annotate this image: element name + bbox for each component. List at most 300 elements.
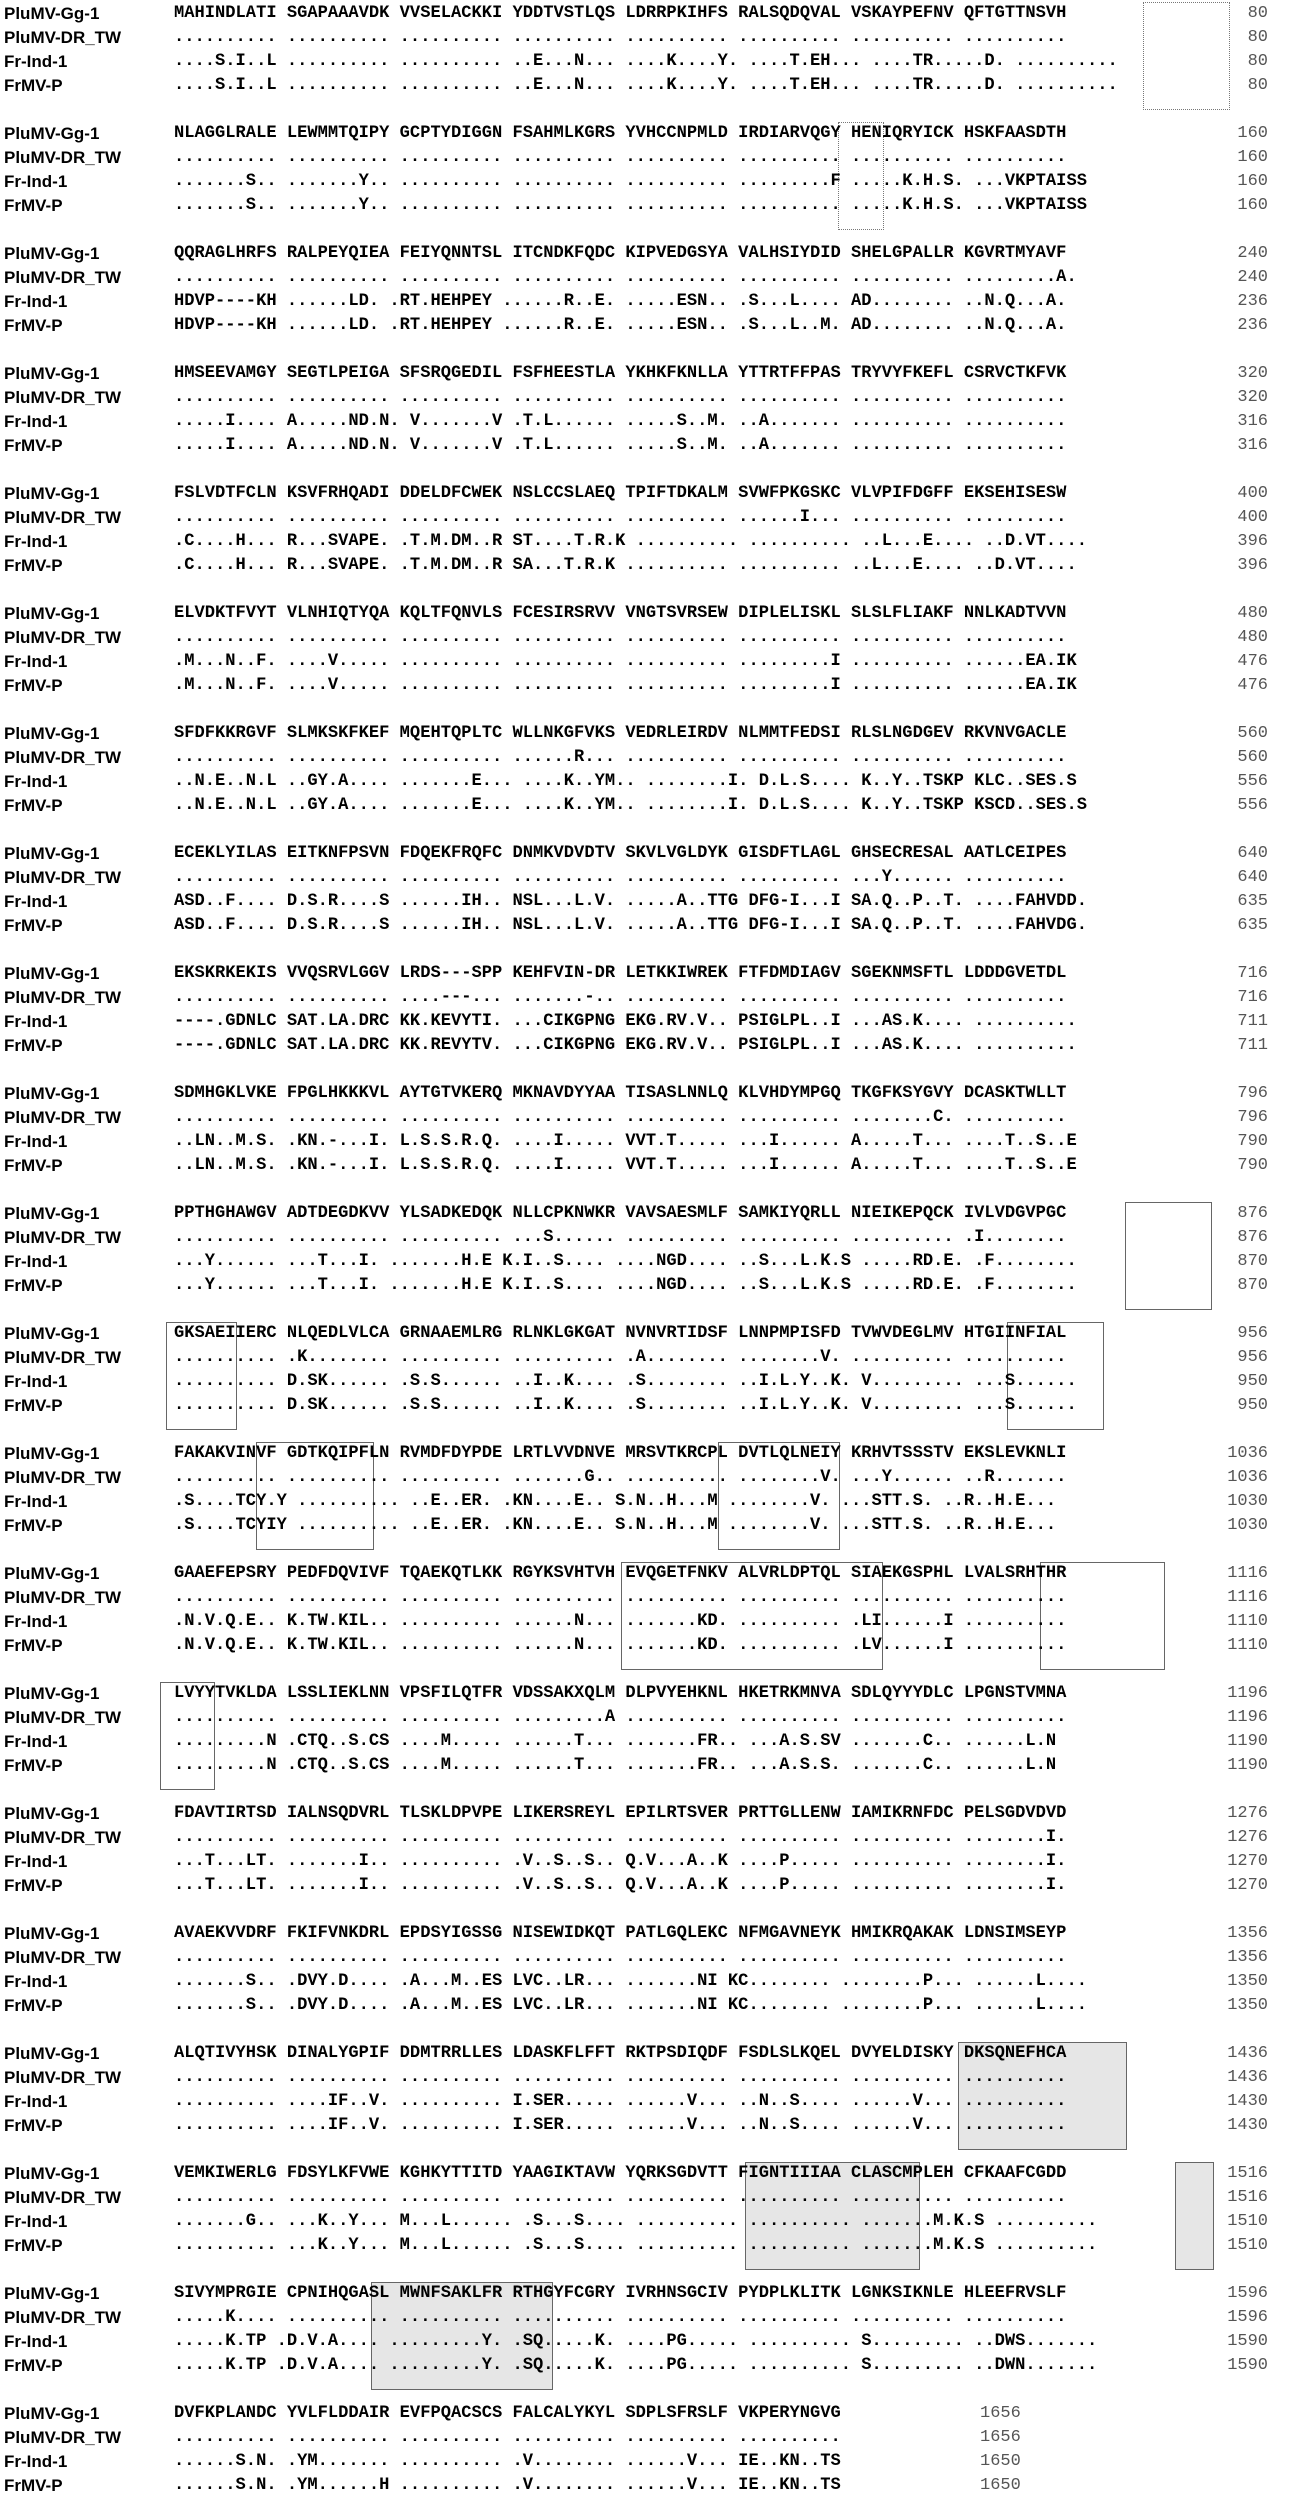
alignment-row [0,866,1294,890]
alignment-row [0,2450,1294,2474]
sequence-name: Fr-Ind-1 [4,2212,68,2231]
alignment-row [0,2162,1294,2186]
alignment-row [0,2402,1294,2426]
sequence-name: PluMV-Gg-1 [4,2164,100,2183]
sequence-residues: ...T...LT. .......I.. .......... .V..S..S.. Q.V...A..K ....P..... .......... ........I. [174,1852,1067,1871]
sequence-name: FrMV-P [4,76,63,95]
sequence-name: Fr-Ind-1 [4,772,68,791]
alignment-row [0,2282,1294,2306]
residue-position: 1656 [980,2404,1021,2423]
sequence-residues: .......... .......... .......... .......... .......... .......... .......... .......... [174,2068,1067,2087]
sequence-name: FrMV-P [4,316,63,335]
residue-position: 796 [1237,1084,1268,1103]
sequence-residues: .......S.. .DVY.D.... .A...M..ES LVC..LR... .......NI KC........ ........P... ......L.... [174,1996,1087,2015]
alignment-row [0,626,1294,650]
sequence-name: FrMV-P [4,1396,63,1415]
alignment-row [0,2234,1294,2258]
alignment-row [0,122,1294,146]
residue-position: 1430 [1227,2116,1268,2135]
sequence-name: PluMV-DR_TW [4,1108,122,1127]
alignment-row [0,530,1294,554]
alignment-row [0,506,1294,530]
sequence-name: Fr-Ind-1 [4,652,68,671]
sequence-residues: .......... .......... .......... .........A .......... .......... .......... .......... [174,1708,1067,1727]
sequence-residues: HMSEEVAMGY SEGTLPEIGA SFSRQGEDIL FSFHEESTLA YKHKFKNLLA YTTRTFFPAS TRYVYFKEFL CSRVCTKFVK [174,364,1067,383]
alignment-row [0,482,1294,506]
sequence-residues: .......... .......... .......... .......... .......... .......... .......... .......... [174,628,1067,647]
sequence-residues: ASD..F.... D.S.R....S ......IH.. NSL...L.V. .....A..TTG DFG-I...I SA.Q..P..T. ....FAHVDG. [174,916,1087,935]
residue-position: 635 [1237,892,1268,911]
residue-position: 1356 [1227,1948,1268,1967]
alignment-row [0,1922,1294,1946]
sequence-name: PluMV-Gg-1 [4,1444,100,1463]
residue-position: 876 [1237,1204,1268,1223]
sequence-residues: ......S.N. .YM......H .......... .V........ ......V... IE..KN..TS [174,2476,841,2495]
residue-position: 1590 [1227,2356,1268,2375]
sequence-residues: .........N .CTQ..S.CS ....M..... ......T... .......FR.. ...A.S.SV .......C.. ......L.N [174,1732,1057,1751]
residue-position: 1510 [1227,2212,1268,2231]
alignment-row [0,2,1294,26]
sequence-name: Fr-Ind-1 [4,172,68,191]
sequence-residues: .......S.. .......Y.. .......... .......... .......... .........F .....K.H.S. ...VKPTAISS [174,172,1087,191]
alignment-row [0,722,1294,746]
residue-position: 476 [1237,652,1268,671]
sequence-residues: HDVP----KH ......LD. .RT.HEHPEY ......R..E. .....ESN.. .S...L.... AD........ ..N.Q...A. [174,292,1067,311]
alignment-row [0,362,1294,386]
sequence-residues: .......... ....IF..V. .......... I.SER..... ......V... ..N..S.... ......V... .......... [174,2116,1067,2135]
sequence-residues: .....K.TP .D.V.A.... .........Y. .SQ.....K. ....PG..... .......... S......... ..DWS....... [174,2332,1098,2351]
residue-position: 640 [1237,868,1268,887]
residue-position: 1270 [1227,1852,1268,1871]
residue-position: 556 [1237,796,1268,815]
alignment-row [0,1226,1294,1250]
alignment-row [0,1826,1294,1850]
residue-position: 400 [1237,484,1268,503]
sequence-residues: .......... .......... .......... .......... .......... .......... .......... .........A. [174,268,1077,287]
sequence-residues: .M...N..F. ....V..... .......... .......... .......... .........I .......... ......EA.IK [174,676,1077,695]
sequence-residues: FAKAKVINVF GDTKQIPFLN RVMDFDYPDE LRTLVVDNVE MRSVTKRCPL DVTLQLNEIY KRHVTSSSTV EKSLEVKNLI [174,1444,1067,1463]
sequence-name: FrMV-P [4,2116,63,2135]
alignment-row [0,290,1294,314]
sequence-name: FrMV-P [4,916,63,935]
alignment-row [0,1586,1294,1610]
sequence-name: PluMV-Gg-1 [4,844,100,863]
alignment-row [0,1442,1294,1466]
sequence-residues: SFDFKKRGVF SLMKSKFKEF MQEHTQPLTC WLLNKGFVKS VEDRLEIRDV NLMMTFEDSI RLSLNGDGEV RKVNVGACLE [174,724,1067,743]
residue-position: 956 [1237,1348,1268,1367]
alignment-row [0,650,1294,674]
residue-position: 236 [1237,292,1268,311]
sequence-name: PluMV-DR_TW [4,1948,122,1967]
sequence-name: PluMV-Gg-1 [4,2404,100,2423]
residue-position: 716 [1237,964,1268,983]
sequence-name: Fr-Ind-1 [4,1132,68,1151]
sequence-name: Fr-Ind-1 [4,892,68,911]
sequence-name: Fr-Ind-1 [4,532,68,551]
sequence-name: PluMV-Gg-1 [4,244,100,263]
sequence-name: PluMV-DR_TW [4,2188,122,2207]
alignment-row [0,2114,1294,2138]
alignment-row [0,1082,1294,1106]
sequence-residues: .......... .......... .......... ......R... .......... .......... .......... .......... [174,748,1067,767]
sequence-name: FrMV-P [4,1876,63,1895]
sequence-residues: .......... D.SK...... .S.S...... ..I..K.... .S........ ..I.L.Y..K. V......... ...S...... [174,1372,1077,1391]
sequence-residues: .......... .......... .......... .......... .......... .......... .......... .......... [174,1588,1067,1607]
sequence-name: FrMV-P [4,796,63,815]
residue-position: 1276 [1227,1804,1268,1823]
sequence-residues: .......... .K........ .......... .......... .A........ ........V. .......... .......... [174,1348,1067,1367]
sequence-residues: ECEKLYILAS EITKNFPSVN FDQEKFRQFC DNMKVDVDTV SKVLVGLDYK GISDFTLAGL GHSECRESAL AATLCEIPES [174,844,1067,863]
sequence-residues: .C....H... R...SVAPE. .T.M.DM..R SA...T.R.K .......... .......... ..L...E.... ..D.VT.... [174,556,1077,575]
sequence-residues: ..LN..M.S. .KN.-...I. L.S.S.R.Q. ....I..... VVT.T..... ...I...... A.....T... ....T..S..E [174,1132,1077,1151]
residue-position: 1596 [1227,2308,1268,2327]
sequence-name: Fr-Ind-1 [4,2452,68,2471]
sequence-residues: AVAEKVVDRF FKIFVNKDRL EPDSYIGSSG NISEWIDKQT PATLGQLEKC NFMGAVNEYK HMIKRQAKAK LDNSIMSEYP [174,1924,1067,1943]
sequence-name: PluMV-Gg-1 [4,1684,100,1703]
residue-position: 1196 [1227,1684,1268,1703]
residue-position: 1436 [1227,2068,1268,2087]
sequence-residues: .N.V.Q.E.. K.TW.KIL.. .......... ......N... .......KD. .......... .LV......I .......... [174,1636,1067,1655]
sequence-name: FrMV-P [4,196,63,215]
residue-position: 711 [1237,1012,1268,1031]
sequence-residues: .......... .......... .......... .......... .......... .......... .......... .......... [174,2188,1067,2207]
sequence-name: PluMV-Gg-1 [4,2284,100,2303]
alignment-row [0,674,1294,698]
residue-position: 320 [1237,388,1268,407]
sequence-name: PluMV-DR_TW [4,148,122,167]
sequence-name: FrMV-P [4,1276,63,1295]
residue-position: 480 [1237,628,1268,647]
residue-position: 1190 [1227,1756,1268,1775]
alignment-row [0,842,1294,866]
alignment-row [0,1466,1294,1490]
sequence-name: PluMV-DR_TW [4,868,122,887]
sequence-residues: .....I.... A.....ND.N. V.......V .T.L...... .....S..M. ..A....... .......... .......... [174,412,1067,431]
sequence-name: Fr-Ind-1 [4,292,68,311]
sequence-name: FrMV-P [4,1036,63,1055]
sequence-residues: FSLVDTFCLN KSVFRHQADI DDELDFCWEK NSLCCSLAEQ TPIFTDKALM SVWFPKGSKC VLVPIFDGFF EKSEHISESW [174,484,1067,503]
residue-position: 556 [1237,772,1268,791]
sequence-name: PluMV-Gg-1 [4,1564,100,1583]
residue-position: 80 [1247,52,1268,71]
sequence-name: Fr-Ind-1 [4,1252,68,1271]
sequence-residues: .......... .......... .......... .......... .......... .......... .......... ........I. [174,1828,1067,1847]
residue-position: 160 [1237,124,1268,143]
sequence-name: FrMV-P [4,1756,63,1775]
sequence-name: PluMV-Gg-1 [4,1324,100,1343]
alignment-row [0,1106,1294,1130]
sequence-name: Fr-Ind-1 [4,412,68,431]
sequence-name: PluMV-DR_TW [4,1588,122,1607]
sequence-residues: .......... .......... ....---... .......-.. .......... .......... .......... .......... [174,988,1067,1007]
residue-position: 716 [1237,988,1268,1007]
sequence-residues: .......... .......... .......... .......... .......... .......... .......... .......... [174,28,1067,47]
sequence-residues: .......... .......... .......... .......... .......... .......... .......... .......... [174,388,1067,407]
sequence-residues: LVYYTVKLDA LSSLIEKLNN VPSFILQTFR VDSSAKXQLM DLPVYEHKNL HKETRKMNVA SDLQYYYDLC LPGNSTVMNA [174,1684,1067,1703]
sequence-residues: .S....TCYIY .......... ..E..ER. .KN....E.. S.N..H...M ........V. ...STT.S. ..R..H.E... [174,1516,1057,1535]
sequence-residues: .......... .......... .......... .......... .......... .......... ........C. .......... [174,1108,1067,1127]
sequence-residues: ----.GDNLC SAT.LA.DRC KK.KEVYTI. ...CIKGPNG EKG.RV.V.. PSIGLPL..I ...AS.K.... .......... [174,1012,1077,1031]
sequence-name: Fr-Ind-1 [4,1732,68,1751]
residue-position: 711 [1237,1036,1268,1055]
alignment-row [0,554,1294,578]
sequence-residues: .......... .......... .......... .......... .......... .......... .......... .......... [174,1948,1067,1967]
sequence-name: Fr-Ind-1 [4,52,68,71]
residue-position: 160 [1237,196,1268,215]
sequence-residues: VEMKIWERLG FDSYLKFVWE KGHKYTTITD YAAGIKTAVW YQRKSGDVTT FIGNTIIIAA CLASCMPLEH CFKAAFCGDD [174,2164,1067,2183]
residue-position: 1356 [1227,1924,1268,1943]
residue-position: 790 [1237,1156,1268,1175]
sequence-residues: .......G.. ...K..Y... M...L...... .S...S.... .......... .......... .......M.K.S .......... [174,2212,1098,2231]
sequence-residues: .......S.. .......Y.. .......... .......... .......... .......... .....K.H.S. ...VKPTAISS [174,196,1087,215]
sequence-name: PluMV-Gg-1 [4,964,100,983]
sequence-name: PluMV-DR_TW [4,2428,122,2447]
residue-position: 876 [1237,1228,1268,1247]
residue-position: 476 [1237,676,1268,695]
residue-position: 1650 [980,2476,1021,2495]
sequence-residues: PPTHGHAWGV ADTDEGDKVV YLSADKEDQK NLLCPKNWKR VAVSAESMLF SAMKIYQRLL NIEIKEPQCK IVLVDGVPGC [174,1204,1067,1223]
residue-position: 1110 [1227,1636,1268,1655]
sequence-residues: ALQTIVYHSK DINALYGPIF DDMTRRLLES LDASKFLFFT RKTPSDIQDF FSDLSLKQEL DVYELDISKY DKSQNEFHCA [174,2044,1067,2063]
sequence-name: Fr-Ind-1 [4,2092,68,2111]
alignment-row [0,146,1294,170]
sequence-name: PluMV-DR_TW [4,1708,122,1727]
residue-position: 796 [1237,1108,1268,1127]
alignment-row [0,2306,1294,2330]
alignment-row [0,1730,1294,1754]
sequence-residues: ...T...LT. .......I.. .......... .V..S..S.. Q.V...A..K ....P..... .......... ........I. [174,1876,1067,1895]
sequence-name: PluMV-Gg-1 [4,484,100,503]
residue-position: 80 [1247,28,1268,47]
sequence-name: Fr-Ind-1 [4,1012,68,1031]
residue-position: 316 [1237,436,1268,455]
residue-position: 1430 [1227,2092,1268,2111]
alignment-row [0,986,1294,1010]
alignment-row [0,746,1294,770]
residue-position: 1516 [1227,2188,1268,2207]
sequence-residues: .......S.. .DVY.D.... .A...M..ES LVC..LR... .......NI KC........ ........P... ......L.... [174,1972,1087,1991]
alignment-row [0,2330,1294,2354]
alignment-row [0,1274,1294,1298]
sequence-name: PluMV-DR_TW [4,508,122,527]
residue-position: 1590 [1227,2332,1268,2351]
residue-position: 640 [1237,844,1268,863]
residue-position: 1036 [1227,1468,1268,1487]
alignment-row [0,2426,1294,2450]
sequence-name: FrMV-P [4,1636,63,1655]
sequence-residues: ..N.E..N.L ..GY.A.... .......E... ....K..YM.. ........I. D.L.S.... K..Y..TSKP KSCD..SES.S [174,796,1087,815]
residue-position: 480 [1237,604,1268,623]
sequence-residues: QQRAGLHRFS RALPEYQIEA FEIYQNNTSL ITCNDKFQDC KIPVEDGSYA VALHSIYDID SHELGPALLR KGVRTMYAVF [174,244,1067,263]
residue-position: 236 [1237,316,1268,335]
alignment-row [0,1010,1294,1034]
sequence-residues: ..N.E..N.L ..GY.A.... .......E... ....K..YM.. ........I. D.L.S.... K..Y..TSKP KLC..SES.S [174,772,1077,791]
sequence-residues: ....S.I..L .......... .......... ..E...N... ....K....Y. ....T.EH... ....TR.....D. .......... [174,52,1118,71]
residue-position: 240 [1237,244,1268,263]
residue-position: 1350 [1227,1996,1268,2015]
sequence-name: Fr-Ind-1 [4,1372,68,1391]
alignment-row [0,890,1294,914]
sequence-name: PluMV-DR_TW [4,2308,122,2327]
residue-position: 1190 [1227,1732,1268,1751]
residue-position: 560 [1237,724,1268,743]
alignment-row [0,266,1294,290]
sequence-residues: .......... ...K..Y... M...L...... .S...S.... .......... .......... .......M.K.S .......... [174,2236,1098,2255]
sequence-name: Fr-Ind-1 [4,2332,68,2351]
sequence-residues: ..LN..M.S. .KN.-...I. L.S.S.R.Q. ....I..... VVT.T..... ...I...... A.....T... ....T..S..E [174,1156,1077,1175]
alignment-row [0,914,1294,938]
sequence-name: PluMV-DR_TW [4,1828,122,1847]
sequence-name: PluMV-DR_TW [4,388,122,407]
sequence-residues: GAAEFEPSRY PEDFDQVIVF TQAEKQTLKK RGYKSVHTVH EVQGETFNKV ALVRLDPTQL SIAEKGSPHL LVALSRHTHR [174,1564,1067,1583]
alignment-row [0,1754,1294,1778]
sequence-name: Fr-Ind-1 [4,1852,68,1871]
residue-position: 80 [1247,4,1268,23]
alignment-row [0,2090,1294,2114]
residue-position: 1276 [1227,1828,1268,1847]
alignment-row [0,1034,1294,1058]
sequence-name: PluMV-DR_TW [4,28,122,47]
residue-position: 950 [1237,1372,1268,1391]
sequence-residues: .........N .CTQ..S.CS ....M..... ......T... .......FR.. ...A.S.S. .......C.. ......L.N [174,1756,1057,1775]
sequence-residues: .......... .......... .......... .......... .......... ......I... .......... .......... [174,508,1067,527]
residue-position: 80 [1247,76,1268,95]
residue-position: 560 [1237,748,1268,767]
sequence-name: PluMV-DR_TW [4,628,122,647]
sequence-residues: ...Y...... ...T...I. .......H.E K.I..S.... ....NGD.... ..S...L.K.S .....RD.E. .F........ [174,1252,1077,1271]
alignment-row [0,1514,1294,1538]
sequence-name: PluMV-Gg-1 [4,364,100,383]
alignment-row [0,1994,1294,2018]
residue-position: 320 [1237,364,1268,383]
residue-position: 400 [1237,508,1268,527]
sequence-name: PluMV-DR_TW [4,268,122,287]
sequence-name: FrMV-P [4,2356,63,2375]
sequence-name: PluMV-Gg-1 [4,724,100,743]
sequence-name: PluMV-Gg-1 [4,1084,100,1103]
residue-position: 240 [1237,268,1268,287]
alignment-row [0,26,1294,50]
sequence-residues: .......... ....IF..V. .......... I.SER..... ......V... ..N..S.... ......V... .......... [174,2092,1067,2111]
alignment-row [0,194,1294,218]
sequence-residues: .......... D.SK...... .S.S...... ..I..K.... .S........ ..I.L.Y..K. V......... ...S...... [174,1396,1077,1415]
sequence-name: PluMV-DR_TW [4,1468,122,1487]
sequence-name: PluMV-Gg-1 [4,1924,100,1943]
alignment-row [0,1970,1294,1994]
residue-position: 635 [1237,916,1268,935]
alignment-row [0,1562,1294,1586]
sequence-residues: DVFKPLANDC YVLFLDDAIR EVFPQACSCS FALCALYKYL SDPLSFRSLF VKPERYNGVG [174,2404,841,2423]
residue-position: 790 [1237,1132,1268,1151]
sequence-residues: .......... .......... .......... .......... .......... .......... [174,2428,841,2447]
sequence-residues: .S....TCY.Y .......... ..E..ER. .KN....E.. S.N..H...M ........V. ...STT.S. ..R..H.E... [174,1492,1057,1511]
sequence-residues: .......... .......... .......... .......... .......... .......... .......... .......... [174,148,1067,167]
residue-position: 950 [1237,1396,1268,1415]
sequence-residues: EKSKRKEKIS VVQSRVLGGV LRDS---SPP KEHFVIN-DR LETKKIWREK FTFDMDIAGV SGEKNMSFTL LDDDGVETDL [174,964,1067,983]
sequence-residues: MAHINDLATI SGAPAAAVDK VVSELACKKI YDDTVSTLQS LDRRPKIHFS RALSQDQVAL VSKAYPEFNV QFTGTTNSVH [174,4,1067,23]
residue-position: 1596 [1227,2284,1268,2303]
sequence-name: PluMV-Gg-1 [4,1804,100,1823]
sequence-name: PluMV-DR_TW [4,1228,122,1247]
sequence-name: PluMV-DR_TW [4,2068,122,2087]
sequence-name: FrMV-P [4,1996,63,2015]
alignment-row [0,794,1294,818]
sequence-name: Fr-Ind-1 [4,1972,68,1991]
residue-position: 160 [1237,148,1268,167]
sequence-name: Fr-Ind-1 [4,1492,68,1511]
alignment-row [0,1610,1294,1634]
alignment-row [0,386,1294,410]
residue-position: 160 [1237,172,1268,191]
residue-position: 1030 [1227,1516,1268,1535]
residue-position: 1116 [1227,1588,1268,1607]
sequence-residues: ......S.N. .YM....... .......... .V........ ......V... IE..KN..TS [174,2452,841,2471]
sequence-name: FrMV-P [4,1156,63,1175]
sequence-name: PluMV-Gg-1 [4,1204,100,1223]
alignment-row [0,170,1294,194]
alignment-row [0,1874,1294,1898]
sequence-residues: .C....H... R...SVAPE. .T.M.DM..R ST....T.R.K .......... .......... ..L...E.... ..D.VT.... [174,532,1087,551]
sequence-name: PluMV-DR_TW [4,988,122,1007]
residue-position: 1516 [1227,2164,1268,2183]
residue-position: 316 [1237,412,1268,431]
alignment-row [0,1682,1294,1706]
alignment-row [0,770,1294,794]
alignment-row [0,434,1294,458]
sequence-residues: SIVYMPRGIE CPNIHQGASL MWNFSAKLFR RTHGYFCGRY IVRHNSGCIV PYDPLKLITK LGNKSIKNLE HLEEFRVSLF [174,2284,1067,2303]
sequence-name: PluMV-Gg-1 [4,124,100,143]
alignment-row [0,602,1294,626]
sequence-residues: SDMHGKLVKE FPGLHKKKVL AYTGTVKERQ MKNAVDYYAA TISASLNNLQ KLVHDYMPGQ TKGFKSYGVY DCASKTWLLT [174,1084,1067,1103]
alignment-row [0,2210,1294,2234]
sequence-residues: GKSAEIIERC NLQEDLVLCA GRNAAEMLRG RLNKLGKGAT NVNVRTIDSF LNNPMPISFD TVWVDEGLMV HTGIINFIAL [174,1324,1067,1343]
alignment-row [0,242,1294,266]
alignment-row [0,1346,1294,1370]
sequence-name: PluMV-DR_TW [4,748,122,767]
sequence-name: PluMV-Gg-1 [4,604,100,623]
sequence-name: FrMV-P [4,2476,63,2495]
alignment-row [0,1370,1294,1394]
sequence-name: PluMV-DR_TW [4,1348,122,1367]
sequence-residues: ELVDKTFVYT VLNHIQTYQA KQLTFQNVLS FCESIRSRVV VNGTSVRSEW DIPLELISKL SLSLFLIAKF NNLKADTVVN [174,604,1067,623]
sequence-residues: .M...N..F. ....V..... .......... .......... .......... .........I .......... ......EA.IK [174,652,1077,671]
sequence-residues: .......... .......... .......... .......G.. .......... ........V. ...Y...... ..R....... [174,1468,1067,1487]
sequence-name: FrMV-P [4,436,63,455]
alignment-row [0,50,1294,74]
residue-position: 870 [1237,1276,1268,1295]
alignment-row [0,2066,1294,2090]
residue-position: 1650 [980,2452,1021,2471]
sequence-residues: NLAGGLRALE LEWMMTQIPY GCPTYDIGGN FSAHMLKGRS YVHCCNPMLD IRDIARVQGY HENIQRYICK HSKFAASDTH [174,124,1067,143]
sequence-name: PluMV-Gg-1 [4,2044,100,2063]
alignment-row [0,1202,1294,1226]
alignment-row [0,74,1294,98]
residue-position: 1036 [1227,1444,1268,1463]
residue-position: 1270 [1227,1876,1268,1895]
alignment-row [0,1394,1294,1418]
sequence-name: FrMV-P [4,2236,63,2255]
alignment-row [0,1802,1294,1826]
alignment-row [0,1250,1294,1274]
alignment-row [0,1946,1294,1970]
alignment-row [0,1706,1294,1730]
sequence-name: PluMV-Gg-1 [4,4,100,23]
sequence-name: Fr-Ind-1 [4,1612,68,1631]
sequence-residues: HDVP----KH ......LD. .RT.HEHPEY ......R..E. .....ESN.. .S...L..M. AD........ ..N.Q...A. [174,316,1067,335]
sequence-residues: .....I.... A.....ND.N. V.......V .T.L...... .....S..M. ..A....... .......... .......... [174,436,1067,455]
residue-position: 870 [1237,1252,1268,1271]
residue-position: 1350 [1227,1972,1268,1991]
